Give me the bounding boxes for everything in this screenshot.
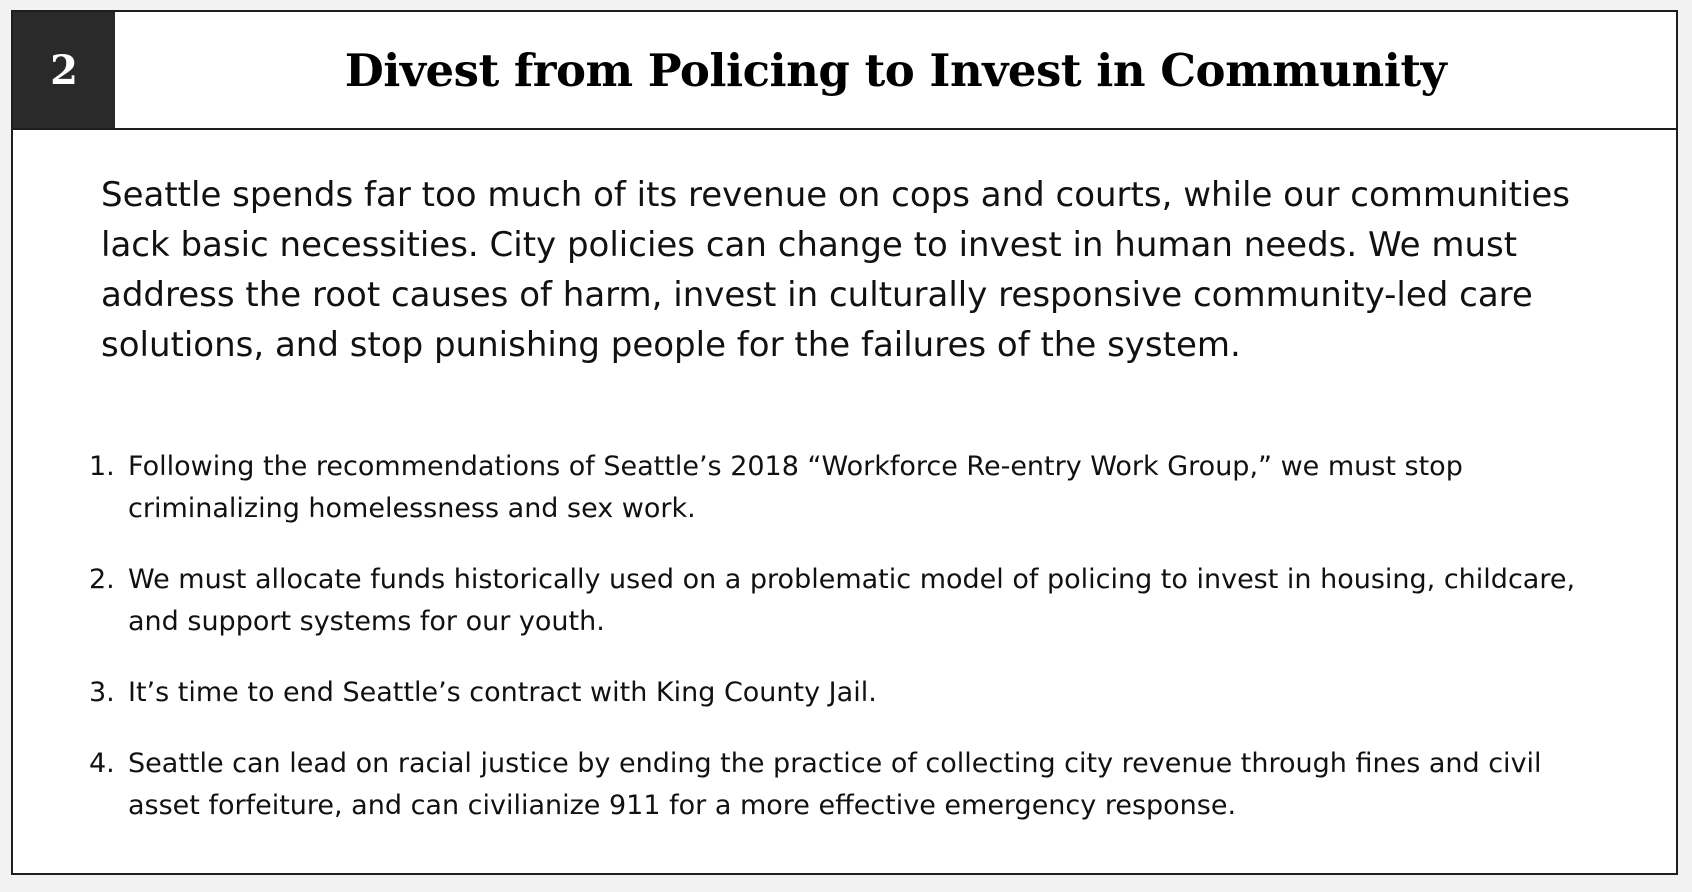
list-item bbox=[89, 446, 1609, 530]
policy-points-list bbox=[89, 446, 1609, 856]
card-title: Divest from Policing to Invest in Community bbox=[344, 43, 1447, 97]
list-item-number: 1. bbox=[89, 451, 115, 482]
list-item-number: 3. bbox=[89, 677, 115, 708]
list-item-text: Seattle can lead on racial justice by ending the practice of collecting city revenue through fines and civil asset forfeiture, and can civilianize 911 for a more effective emergency response. bbox=[128, 748, 1542, 821]
list-item bbox=[89, 559, 1609, 643]
list-item-text: We must allocate funds historically used on a problematic model of policing to invest in housing, childcare, and support systems for our youth. bbox=[128, 564, 1576, 637]
section-number-badge: 2 bbox=[13, 12, 115, 128]
policy-card bbox=[11, 10, 1678, 875]
list-item-number: 4. bbox=[89, 748, 115, 779]
list-item bbox=[89, 743, 1609, 827]
list-item-text: It’s time to end Seattle’s contract with King County Jail. bbox=[128, 677, 877, 708]
list-item-number: 2. bbox=[89, 564, 115, 595]
list-item bbox=[89, 672, 1609, 714]
card-header bbox=[13, 12, 1676, 130]
list-item-text: Following the recommendations of Seattle’s 2018 “Workforce Re-entry Work Group,” we must stop criminalizing homelessness and sex work. bbox=[128, 451, 1463, 524]
intro-paragraph: Seattle spends far too much of its revenue on cops and courts, while our communities lack basic necessities. City policies can change to invest in human needs. We must address the root causes of harm, invest in culturally responsive community-led care solutions, and stop punishing people for the failures of the system. bbox=[101, 175, 1570, 365]
